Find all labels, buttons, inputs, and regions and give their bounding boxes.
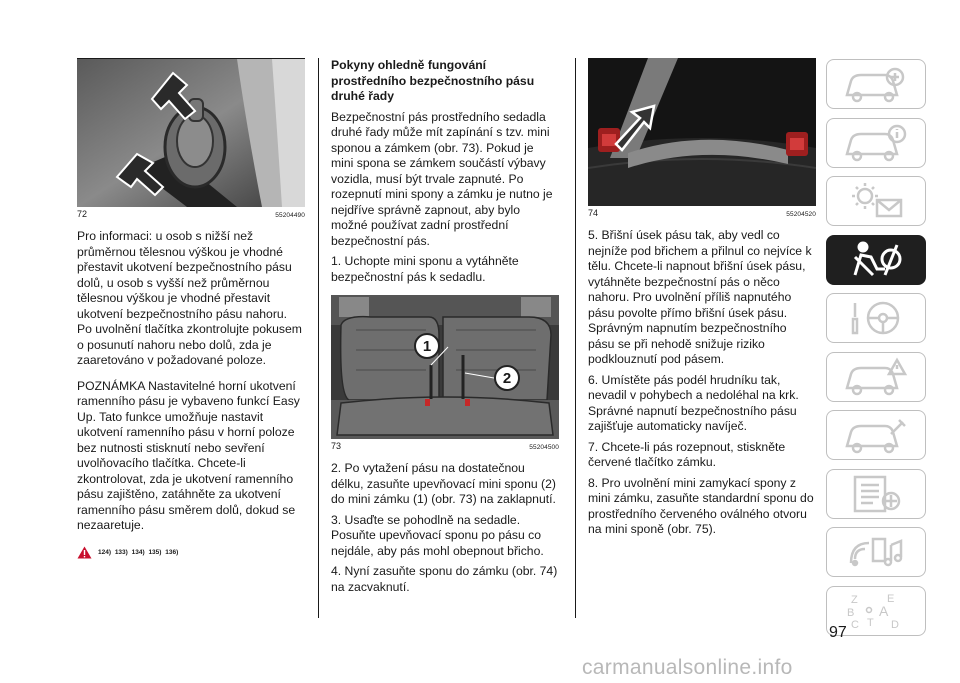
warning-triangle-icon	[77, 546, 92, 559]
index-letter: T	[867, 616, 874, 629]
index-letter: C	[851, 618, 859, 631]
step-6: 6. Umístěte pás podél hrudníku tak, nevadil v pohybech a nedoléhal na krk. Správné napnutí bezpečnostního pásu zajišťuje automaticky navíječ.	[588, 372, 799, 433]
column-divider	[575, 58, 576, 618]
step-2: 2. Po vytažení pásu na dostatečnou délku, zasuňte upevňovací mini sponu (2) do mini zámku (1) (obr. 73) na zaklapnutí.	[331, 461, 556, 506]
figure-73-caption	[331, 441, 559, 451]
figure-number: 74	[588, 208, 599, 218]
index-letter: B	[847, 606, 855, 619]
seatbelt-airbag-icon	[841, 239, 911, 281]
chapter-sidebar	[826, 59, 926, 644]
tab-multimedia[interactable]	[826, 527, 926, 577]
tab-dashboard[interactable]	[826, 59, 926, 109]
column-3	[588, 58, 816, 538]
tab-service[interactable]	[826, 410, 926, 460]
intro-paragraph: Bezpečnostní pás prostředního sedadla druhé řady může mít zapínání s tzv. mini sponou a zámkem (obr. 73). Pokud je mini spona se zámkem součástí výbavy vozidla, musí být trvale zapnuté. Po rozepnutí mini spony a zámku je nutno je nejdříve správně zapnout, aby bylo možné používat zadní prostřední bezpečnostní pás.	[331, 109, 553, 248]
multimedia-icon	[841, 531, 911, 573]
figure-74-buckle-image	[588, 58, 816, 206]
index-letter: Z	[851, 593, 858, 606]
car-info-icon	[841, 122, 911, 164]
step-8: 8. Pro uvolnění mini zamykací spony z mini zámku, zasuňte standardní sponu do prostředního červeného oválného otvoru na mini sponě (obr. 75).	[588, 475, 814, 536]
steering-wheel-icon	[841, 297, 911, 339]
figure-code: 55204500	[529, 444, 559, 451]
belt-height-paragraph: Pro informaci: u osob s nižší než průměrnou tělesnou výškou je vhodné přestavit ukotvení bezpečnostního pásu dolů, u osob s vyšší než průměrnou tělesnou výškou je vhodné přestavit ukotvení bezpečnostního pásu nahoru. Po uvolnění tlačítka zkontrolujte pokusem o posunutí nahoru nebo dolů, zda je zaaretováno v požadované poloze.	[77, 229, 302, 367]
index-letter: E	[887, 592, 895, 605]
warning-lights-icon	[841, 180, 911, 222]
callout-1: 1	[414, 333, 440, 359]
index-letter: D	[891, 618, 899, 631]
figure-number: 73	[331, 441, 342, 451]
figure-73-rear-seat-image	[331, 295, 559, 439]
step-1: 1. Uchopte mini sponu a vytáhněte bezpečnostní pás k sedadlu.	[331, 254, 519, 284]
step-7: 7. Chcete-li pás rozepnout, stiskněte červené tlačítko zámku.	[588, 439, 786, 469]
figure-72-belt-anchor-image	[77, 59, 305, 207]
tab-technical-data[interactable]	[826, 469, 926, 519]
note-paragraph: POZNÁMKA Nastavitelné horní ukotvení ramenního pásu je vybaveno funkcí Easy Up. Tato funkce umožňuje nastavit ukotvení ramenního pásu v horní poloze bez nutnosti stisknutí nebo sevření uvolňovacího tlačítka. Chcete-li zkontrolovat, zda je ukotvení ramenního pásu zajištěno, zatáhněte za ukotvení ramenního pásu směrem dolů, dokud se nezaaretuje.	[77, 378, 300, 532]
car-emergency-icon	[841, 356, 911, 398]
step-4: 4. Nyní zasuňte sponu do zámku (obr. 74) na zacvaknutí.	[331, 564, 558, 594]
column-2	[331, 58, 559, 595]
tab-safety[interactable]	[826, 235, 926, 285]
alphabetical-index-icon	[841, 590, 911, 632]
tab-driving[interactable]	[826, 293, 926, 343]
index-letter: A	[879, 602, 889, 619]
figure-74-caption	[588, 208, 816, 218]
callout-2: 2	[494, 365, 520, 391]
section-heading: Pokyny ohledně fungování prostředního bezpečnostního pásu druhé řady	[331, 58, 535, 103]
warning-references	[77, 546, 305, 559]
technical-data-icon	[841, 473, 911, 515]
figure-code: 55204520	[786, 211, 816, 218]
watermark: carmanualsonline.info	[582, 656, 793, 679]
column-divider	[318, 58, 319, 618]
tab-warning-lights[interactable]	[826, 176, 926, 226]
tab-car-info[interactable]	[826, 118, 926, 168]
step-3: 3. Usaďte se pohodlně na sedadle. Posuňte upevňovací sponu po pásu co nejdále, aby pás mohl obepnout břicho.	[331, 512, 544, 558]
step-5: 5. Břišní úsek pásu tak, aby vedl co nejníže pod břichem a přilnul co nejvíce k tělu. Chcete-li napnout břišní úsek pásu, vytáhněte bezpečnostní pás o něco nahoru. Pro uvolnění příliš napnutého pásu povolte přímo břišní úsek pásu. Správným napnutím bezpečnostního pásu se při nehodě snižuje riziko podklouznutí pod pásem.	[588, 228, 812, 366]
figure-number: 72	[77, 209, 88, 219]
warning-refs-text[interactable]: 124) 133) 134) 135) 136)	[98, 548, 179, 556]
figure-code: 55204490	[275, 212, 305, 219]
car-dashboard-icon	[841, 63, 911, 105]
car-service-icon	[841, 414, 911, 456]
column-1	[77, 58, 305, 559]
page-number: 97	[829, 624, 847, 641]
figure-72-caption	[77, 209, 305, 219]
tab-emergency[interactable]	[826, 352, 926, 402]
